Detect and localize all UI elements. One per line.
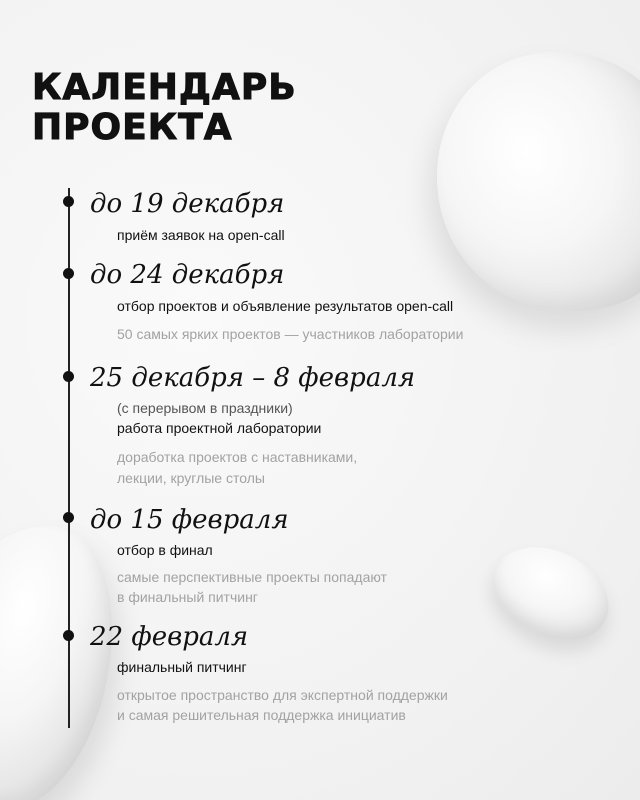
event-note-5-line-2: и самая решительная поддержка инициатив — [117, 707, 406, 723]
event-note-5-line-1: открытое пространство для экспертной поддержки — [117, 687, 448, 703]
event-date-4: до 15 февраля — [90, 505, 289, 535]
event-label-3: работа проектной лаборатории — [117, 420, 322, 436]
event-date-3: 25 декабря – 8 февраля — [90, 363, 416, 393]
event-date-2: до 24 декабря — [90, 260, 285, 290]
title-line-2: ПРОЕКТА — [32, 107, 233, 148]
page-title — [32, 68, 297, 148]
event-note-3-line-1: доработка проектов с наставниками, — [117, 449, 358, 465]
event-label-2: отбор проектов и объявление результатов open-call — [117, 298, 454, 314]
event-prenote-3: (с перерывом в праздники) — [117, 400, 293, 416]
timeline-dot-5 — [63, 630, 74, 641]
decorative-pebble-small — [477, 527, 624, 658]
event-note-4-line-2: в финальный питчинг — [117, 589, 258, 605]
event-note-3-line-2: лекции, круглые столы — [117, 470, 265, 486]
timeline-dot-1 — [63, 196, 74, 207]
event-label-1: приём заявок на open-call — [117, 227, 285, 243]
title-line-1: КАЛЕНДАРЬ — [32, 67, 297, 108]
event-note-2: 50 самых ярких проектов — участников лаборатории — [117, 326, 464, 342]
event-date-5: 22 февраля — [90, 622, 249, 652]
event-date-1: до 19 декабря — [90, 189, 285, 219]
event-label-4: отбор в финал — [117, 542, 213, 558]
timeline-dot-4 — [63, 512, 74, 523]
event-label-5: финальный питчинг — [117, 659, 247, 675]
timeline-dot-2 — [63, 268, 74, 279]
timeline-dot-3 — [63, 371, 74, 382]
event-note-4-line-1: самые перспективные проекты попадают — [117, 569, 387, 585]
